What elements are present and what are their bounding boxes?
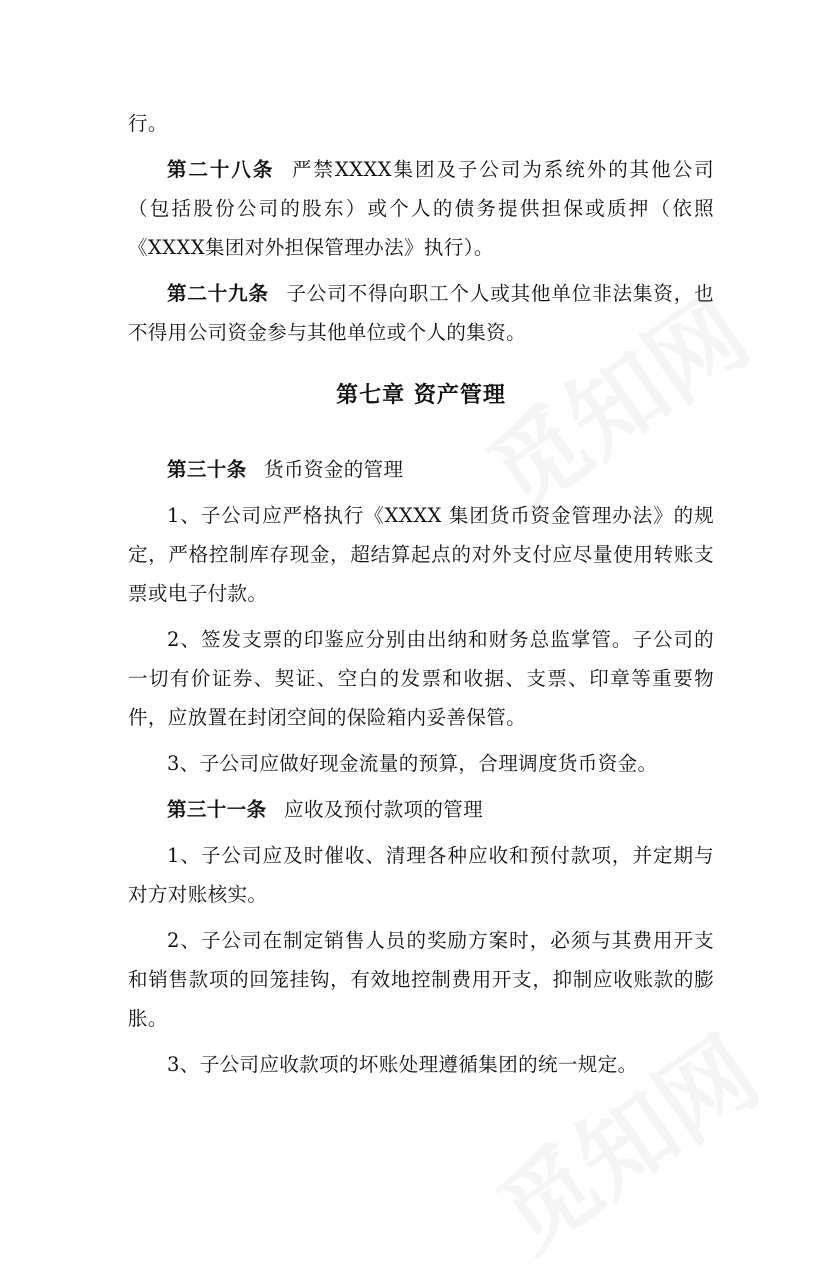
list-item: 1、子公司应严格执行《XXXX 集团货币资金管理办法》的规定，严格控制库存现金，超结算起点的对外支付应尽量使用转账支票或电子付款。 — [128, 504, 714, 605]
article-29 — [128, 274, 714, 352]
list-item: 2、子公司在制定销售人员的奖励方案时，必须与其费用开支和销售款项的回笼挂钩，有效地控制费用开支，抑制应收账款的膨胀。 — [128, 929, 714, 1030]
article-28 — [128, 150, 714, 267]
article-heading: 第三十一条 — [167, 798, 267, 821]
article-title: 货币资金的管理 — [264, 458, 404, 481]
paragraph-continuation — [128, 104, 714, 143]
article-text: 子公司不得向职工个人或其他单位非法集资，也不得用公司资金参与其他单位或个人的集资。 — [128, 282, 714, 344]
list-item: 3、子公司应做好现金流量的预算，合理调度货币资金。 — [167, 752, 658, 775]
article-title: 应收及预付款项的管理 — [284, 798, 484, 821]
article-30 — [128, 450, 714, 489]
article-heading: 第三十条 — [167, 458, 247, 481]
chapter-title: 第七章 资产管理 — [336, 383, 506, 408]
article-heading: 第二十八条 — [167, 158, 275, 181]
list-item: 2、签发支票的印鉴应分别由出纳和财务总监掌管。子公司的一切有价证券、契证、空白的发票和收据、支票、印章等重要物件，应放置在封闭空间的保险箱内妥善保管。 — [128, 628, 714, 729]
article-heading: 第二十九条 — [167, 282, 269, 305]
list-item: 3、子公司应收款项的坏账处理遵循集团的统一规定。 — [167, 1053, 638, 1076]
list-item: 1、子公司应及时催收、清理各种应收和预付款项，并定期与对方对账核实。 — [128, 844, 714, 906]
paragraph-text: 行。 — [128, 112, 168, 135]
document-body — [128, 104, 714, 1091]
article-text: 严禁XXXX集团及子公司为系统外的其他公司（包括股份公司的股东）或个人的债务提供担保或质押（依照《XXXX集团对外担保管理办法》执行）。 — [128, 158, 714, 259]
article-31 — [128, 790, 714, 829]
